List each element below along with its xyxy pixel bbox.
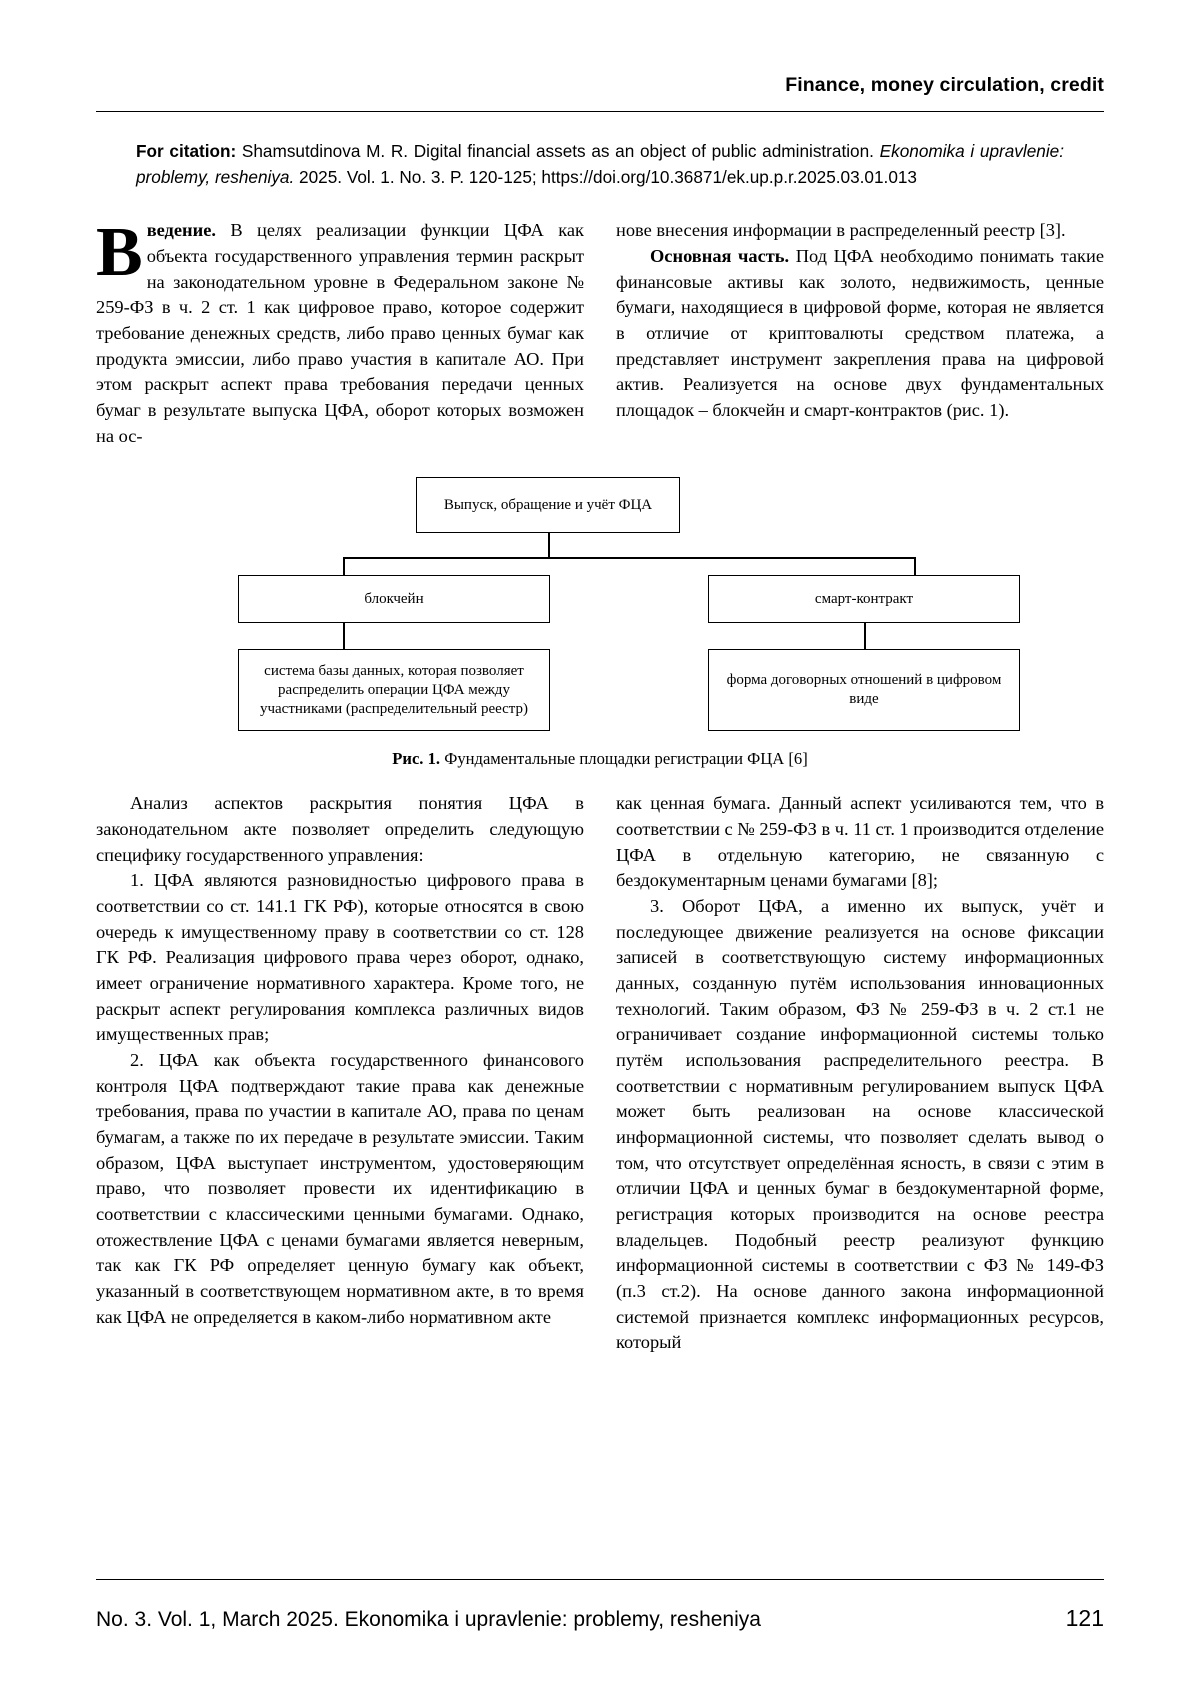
left-paragraph-item-1: 1. ЦФА являются разновидностью цифрового права в соответствии со ст. 141.1 ГК РФ), которые относятся в свою очередь к имущественному праву в соответствии со ст. 128 ГК РФ. Реализация цифрового права через оборот, однако, имеет ограничение нормативного характера. Кроме того, не раскрыт аспект регулирования комплекса различных видов имущественных прав; <box>96 870 584 1045</box>
page-footer <box>96 1605 1104 1632</box>
body-columns-top <box>96 214 1104 449</box>
figure-left-label: блокчейн <box>364 590 424 607</box>
right-paragraph-item-3: 3. Оборот ЦФА, а именно их выпуск, учёт и последующее движение реализуется на основе фиксации записей в соответствующую систему информационных данных, созданную путём использования инновационных технологий. Таким образом, ФЗ № 259-ФЗ в ч. 2 ст.1 не ограничивает создание информационной системы только путём использования распределительного реестра. В соответствии с нормативным регулированием выпуск ЦФА может быть реализован на основе классической информационной системы, что позволяет сделать вывод о том, что отсутствует определённая ясность, в связи с этим в отличии ЦФА и ценных бумаг в бездокументарной форме, регистрация которых производится на основе реестра владельцев. Подобный реестр реализуют функцию информационной системы в соответствии с ФЗ № 149-ФЗ (п.3 ст.2). На основе данного закона информационной системой признается комплекс информационных ресурсов, который <box>616 896 1104 1353</box>
right-paragraph-2 <box>616 244 1104 424</box>
figure-right-detail-label: форма договорных отношений в цифровом виде <box>726 672 1002 708</box>
figure-caption-text: Фундаментальные площадки регистрации ФЦА [6] <box>440 749 808 769</box>
figure-connector-vertical-right <box>914 557 916 575</box>
figure-connector-right-down <box>864 623 866 649</box>
figure-connector-left-down <box>343 623 345 649</box>
figure-left-detail-box <box>238 649 550 731</box>
citation-text-2: 2025. Vol. 1. No. 3. P. 120-125; https://doi.org/10.36871/ek.up.p.r.2025.03.01.013 <box>294 167 917 188</box>
citation-label: For citation: <box>136 141 237 161</box>
footer-issue-line: No. 3. Vol. 1, March 2025. Ekonomika i upravlenie: problemy, resheniya <box>96 1608 761 1631</box>
intro-paragraph <box>96 214 584 449</box>
left-column-top <box>96 214 584 449</box>
right-paragraph-1: нове внесения информации в распределенный реестр [3]. <box>616 220 1066 241</box>
figure-connector-horizontal <box>343 557 915 559</box>
intro-body-text: В целях реализации функции ЦФА как объекта государственного управления термин раскрыт на законодательном уровне в Федеральном законе № 259-ФЗ в ч. 2 ст. 1 как цифровое право, которое содержит требование денежных средств, либо право ценных бумаг как продукта эмиссии, либо право участия в капитале АО. При этом раскрыт аспект права требования передачи ценных бумаг в результате выпуска ЦФА, оборот которых возможен на ос- <box>96 220 584 446</box>
left-paragraph-analysis: Анализ аспектов раскрытия понятия ЦФА в законодательном акте позволяет определить следующую специфику государственного управления: <box>96 793 584 865</box>
figure-root-label: Выпуск, обращение и учёт ФЦА <box>443 496 653 513</box>
header-rule <box>96 111 1104 112</box>
main-part-lead: Основная часть. <box>650 245 790 266</box>
figure-root-box <box>416 477 680 533</box>
drop-cap: В <box>96 214 143 292</box>
citation-journal: Ekonomika i upravlenie: problemy, resheniya. <box>136 141 1064 188</box>
figure-left-box <box>238 575 550 623</box>
figure-connector-vertical-root <box>548 533 550 557</box>
running-head: Finance, money circulation, credit <box>785 74 1104 96</box>
body-columns-bottom <box>96 791 1104 1356</box>
main-part-text: Под ЦФА необходимо понимать такие финансовые активы как золото, недвижимость, ценные бумаги, находящиеся в цифровой форме, которая не является в отличие от криптовалюты средством платежа, а представляет инструмент закрепления права на цифровой актив. Реализуется на основе двух фундаментальных площадок – блокчейн и смарт-контрактов (рис. 1). <box>616 245 1104 420</box>
page <box>96 0 1104 1698</box>
figure-left-detail-label: система базы данных, которая позволяет распределить операции ЦФА между участниками (распределительный реестр) <box>259 662 529 717</box>
citation-block <box>136 138 1064 190</box>
citation-text-1: Shamsutdinova M. R. Digital financial assets as an object of public administration. <box>236 141 880 161</box>
page-number: 121 <box>1065 1605 1104 1631</box>
figure-caption <box>96 749 1104 769</box>
figure-right-label: смарт-контракт <box>814 590 914 607</box>
left-column-bottom <box>96 791 584 1356</box>
intro-bold-lead: ведение. <box>146 220 216 241</box>
right-column-bottom <box>616 791 1104 1356</box>
figure-caption-label: Рис. 1. <box>392 749 441 769</box>
figure-1 <box>96 467 1104 735</box>
footer-rule <box>96 1579 1104 1580</box>
figure-connector-vertical-left <box>343 557 345 575</box>
left-paragraph-item-2: 2. ЦФА как объекта государственного финансового контроля ЦФА подтверждают такие права как денежные требования, права по участии в капитале АО, права по ценам бумагам, а также по их передаче в результате эмиссии. Таким образом, ЦФА выступает инструментом, удостоверяющим право, что позволяет провести их идентификацию в соответствии с классическими ценными бумагами. Однако, отожествление ЦФА с ценами бумагами является неверным, так как ГК РФ определяет ценную бумагу как объект, указанный в соответствующем нормативном акте, в то время как ЦФА не определяется в каком-либо нормативном акте <box>96 1050 584 1327</box>
figure-right-detail-box <box>708 649 1020 731</box>
right-column-top <box>616 218 1104 449</box>
figure-right-box <box>708 575 1020 623</box>
right-paragraph-continued: как ценная бумага. Данный аспект усиливаются тем, что в соответствии с № 259-ФЗ в ч. 11 ст. 1 производится отделение ЦФА в отдельную категорию, не связанную с бездокументарным ценами бумагами [8]; <box>616 793 1104 891</box>
